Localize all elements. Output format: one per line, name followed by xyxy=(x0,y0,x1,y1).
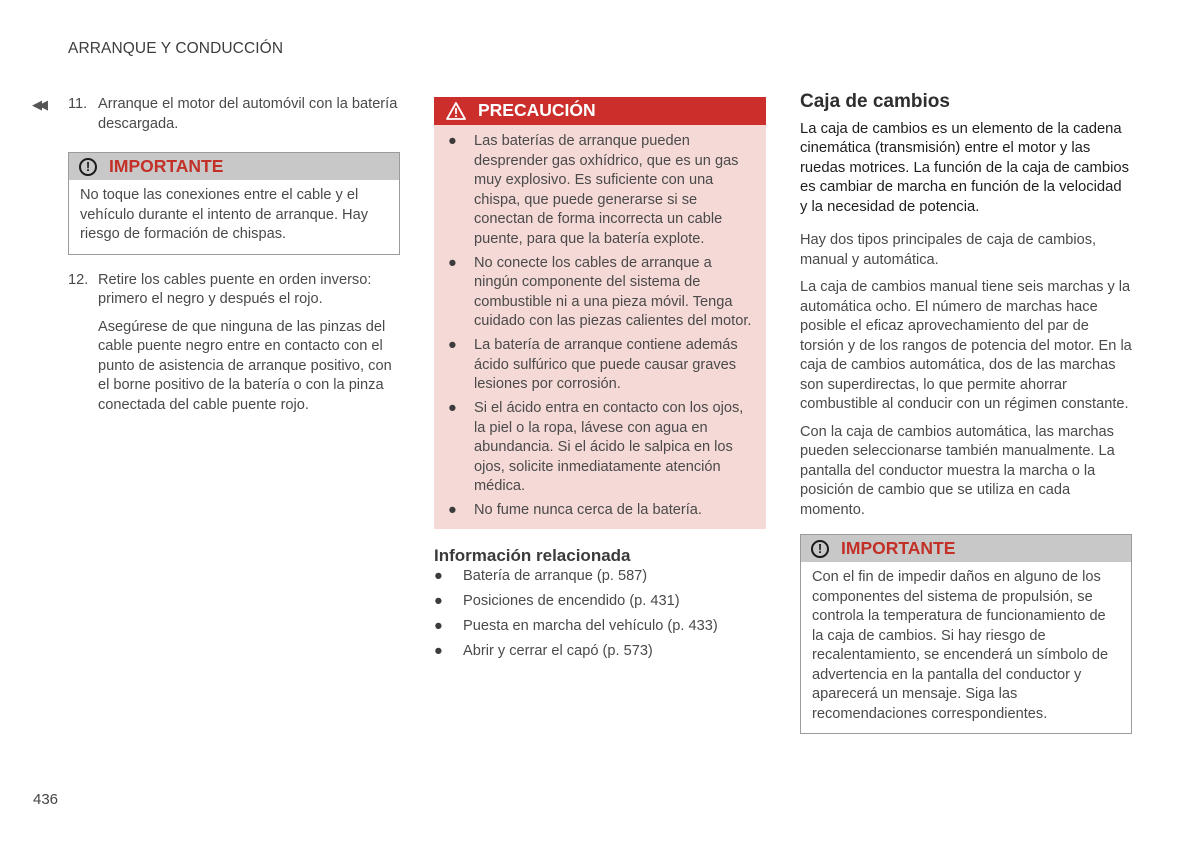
caution-box xyxy=(434,97,766,529)
caution-title: PRECAUCIÓN xyxy=(478,100,596,121)
important-box-1 xyxy=(68,152,400,255)
list-item: ● No conecte los cables de arranque a ningún componente del sistema de combustible ni a una pieza móvil. Tenga cuidado con las piezas calientes del motor. xyxy=(448,254,752,330)
step-text: Arranque el motor del automóvil con la batería descargada. xyxy=(98,96,398,132)
caution-list xyxy=(434,125,766,529)
important-box-2 xyxy=(800,534,1132,734)
caution-header xyxy=(434,97,766,125)
warning-triangle-icon xyxy=(446,102,466,120)
list-item: ● Las baterías de arranque pueden desprender gas oxhídrico, que es un gas muy explosivo. Es suficiente con una chispa, que puede generarse si se conectan de forma incorrecta un cable puente, para que la batería explote. xyxy=(448,133,739,247)
step-12 xyxy=(30,271,402,310)
important-title: IMPORTANTE xyxy=(109,155,224,176)
list-item: ● No fume nunca cerca de la batería. xyxy=(448,502,702,519)
paragraph: Hay dos tipos principales de caja de cambios, manual y automática. xyxy=(800,232,1097,268)
exclamation-circle-icon: ! xyxy=(79,158,97,176)
step-text: Retire los cables puente en orden inverso: primero el negro y después el rojo. xyxy=(98,271,372,307)
paragraph: Con la caja de cambios automática, las marchas pueden seleccionarse también manualmente. La pantalla del conductor muestra la marcha o la posición de cambio que se utiliza en cada momento. xyxy=(800,423,1115,518)
related-info-title: Información relacionada xyxy=(434,546,631,565)
step-number: 12. xyxy=(68,271,89,288)
related-link[interactable]: ● Posiciones de encendido (p. 431) xyxy=(434,593,680,610)
column-right xyxy=(800,92,1132,734)
important-text: Con el fin de impedir daños en alguno de los componentes del sistema de propulsión, se controla la temperatura de funcionamiento de la caja de cambios. Si hay riesgo de recalentamiento, se encenderá un símbolo de advertencia en la pantalla del conductor y aparecerá un mensaje. Siga las recomendaciones correspondientes. xyxy=(812,569,1109,722)
previous-page-icon[interactable]: ◀◀ xyxy=(32,97,44,112)
step-number: 11. xyxy=(68,96,88,112)
exclamation-circle-icon: ! xyxy=(811,540,829,558)
step-12-note: Asegúrese de que ninguna de las pinzas del cable puente negro entre en contacto con el punto de asistencia de arranque positivo, con el borne positivo de la batería o con la pinza conectada del cable puente rojo. xyxy=(98,318,392,413)
important-header xyxy=(801,535,1131,562)
list-item: ● Si el ácido entra en contacto con los ojos, la piel o la ropa, lávese con agua en abundancia. Si el ácido le salpica en los ojos, solicite inmediatamente atención médica. xyxy=(448,400,744,495)
paragraph: La caja de cambios manual tiene seis marchas y la automática ocho. El número de marchas hace posible el eficaz aprovechamiento del par de torsión y de los rangos de potencia del motor. En la caja de cambios automática, dos de las marchas son superdirectas, lo que permite ahorrar combustible al conducir con un régimen constante. xyxy=(800,279,1132,412)
important-title: IMPORTANTE xyxy=(841,537,956,558)
page-number: 436 xyxy=(33,791,59,808)
related-link[interactable]: ● Batería de arranque (p. 587) xyxy=(434,568,648,584)
intro-paragraph: La caja de cambios es un elemento de la cadena cinemática (transmisión) entre el motor y las ruedas motrices. La función de la caja de cambios es cambiar de marcha en función de la velocidad y la necesidad de potencia. xyxy=(800,120,1129,215)
step-11 xyxy=(30,95,402,134)
related-info-list xyxy=(434,567,774,667)
related-link[interactable]: ● Puesta en marcha del vehículo (p. 433) xyxy=(434,618,718,635)
column-left xyxy=(30,95,402,415)
related-link[interactable]: ● Abrir y cerrar el capó (p. 573) xyxy=(434,643,653,660)
list-item: ● La batería de arranque contiene además ácido sulfúrico que puede causar graves lesiones por corrosión. xyxy=(448,337,738,393)
section-heading: Caja de cambios xyxy=(800,91,950,112)
important-text: No toque las conexiones entre el cable y el vehículo durante el intento de arranque. Hay riesgo de formación de chispas. xyxy=(80,187,369,242)
section-title: ARRANQUE Y CONDUCCIÓN xyxy=(68,40,284,57)
important-header xyxy=(69,153,399,180)
